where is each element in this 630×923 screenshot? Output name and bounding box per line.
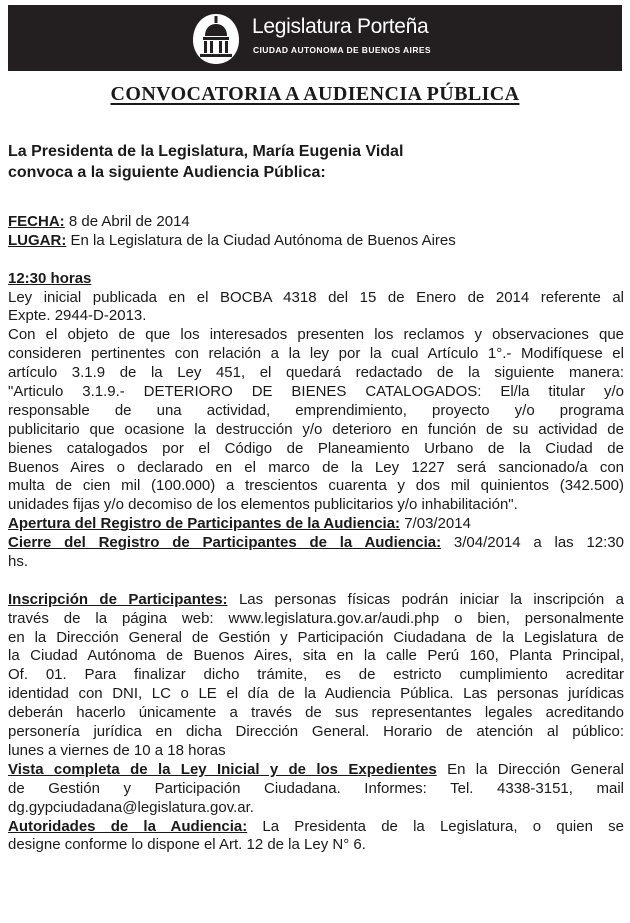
- ley-line: Ley inicial publicada en el BOCBA 4318 del 15 de Enero de 2014 referente al: [8, 288, 624, 306]
- fecha-value: 8 de Abril de 2014: [68, 213, 190, 230]
- autoridades-first: La Presidenta de la Legislatura, o quien se: [247, 817, 624, 835]
- inscripcion-first: Las personas físicas podrán iniciar la inscripción a: [227, 590, 624, 608]
- inscripcion-line: deberán hacerlo únicamente a través de sus representantes legales acreditando: [8, 704, 624, 722]
- cierre-row: [8, 534, 624, 553]
- hora-label: 12:30 horas: [8, 269, 92, 287]
- inscripcion-label: Inscripción de Participantes:: [8, 590, 228, 608]
- ley-line: responsable de una actividad, emprendimiento, proyecto y/o programa: [8, 401, 624, 419]
- ley-line: artículo 3.1.9 de la Ley 451, el quedará redactado de la siguiente manera:: [8, 364, 624, 382]
- fecha-label: FECHA:: [8, 213, 65, 230]
- vista-label: Vista completa de la Ley Inicial y de los Expedientes: [8, 760, 437, 778]
- brand-name: Legislatura Porteña: [252, 15, 429, 38]
- inscripcion-line: identidad con DNI, LC o LE el día de la Audiencia Pública. Las personas jurídicas: [8, 685, 624, 703]
- inscripcion-line: la Ciudad Autónoma de Buenos Aires, sita en la calle Perú 160, Planta Principal,: [8, 647, 624, 665]
- intro-line: convoca a la siguiente Audiencia Pública:: [8, 164, 326, 181]
- document-body: [8, 213, 624, 855]
- ley-line: multa de cien mil (100.000) a trescientos cuarenta y dos mil quinientos (342.500): [8, 477, 624, 495]
- ley-line: publicitario que ocasione la destrucción y/o deterioro en función de su actividad de: [8, 420, 624, 438]
- intro-paragraph: [8, 141, 403, 183]
- header-banner: [8, 5, 622, 71]
- ley-line: Buenos Aires o declarado en el marco de la Ley 1227 será sancionado/a con: [8, 458, 624, 476]
- ley-line: unidades fijas y/o decomiso de los elementos publicitarios y/o inhabilitación".: [8, 496, 518, 514]
- document-title: CONVOCATORIA A AUDIENCIA PÚBLICA: [110, 83, 520, 105]
- lugar-value: En la Legislatura de la Ciudad Autónoma de Buenos Aires: [70, 231, 456, 249]
- apertura-value: 7/03/2014: [400, 515, 471, 533]
- brand-subtitle: CIUDAD AUTONOMA DE BUENOS AIRES: [253, 45, 432, 55]
- cierre-cont: hs.: [8, 553, 29, 571]
- cierre-label: Cierre del Registro de Participantes de la Audiencia:: [8, 534, 442, 552]
- apertura-label: Apertura del Registro de Participantes de la Audiencia:: [8, 515, 401, 533]
- lugar-label: LUGAR:: [8, 231, 67, 249]
- vista-line: de Gestión y Participación Ciudadana. Informes: Tel. 4338-3151, mail: [8, 779, 624, 797]
- vista-line: dg.gypciudadana@legislatura.gov.ar.: [8, 798, 254, 816]
- apertura-row: [8, 515, 624, 534]
- inscripcion-row: [8, 591, 624, 610]
- vista-row: [8, 761, 624, 780]
- inscripcion-line: en la Dirección General de Gestión y Participación Ciudadana de la Legislatura de: [8, 628, 624, 646]
- inscripcion-line: personería jurídica en dicha Dirección General. Horario de atención al público:: [8, 723, 624, 741]
- fecha-row: [8, 213, 624, 232]
- cierre-value: 3/04/2014 a las 12:30: [441, 534, 624, 552]
- vista-first: En la Dirección General: [436, 760, 624, 778]
- ley-line: Expte. 2944-D-2013.: [8, 307, 147, 325]
- lugar-row: [8, 232, 624, 251]
- ley-line: consideren pertinentes con relación a la ley por la cual Artículo 1°.- Modifíquese el: [8, 345, 624, 363]
- autoridades-line: designe conforme lo dispone el Art. 12 de la Ley N° 6.: [8, 836, 366, 854]
- inscripcion-line: través de la página web: www.legislatura.gov.ar/audi.php o bien, personalmente: [8, 609, 624, 627]
- inscripcion-line: Of. 01. Para finalizar dicho trámite, es de estricto cumplimiento acreditar: [8, 666, 624, 684]
- inscripcion-line: lunes a viernes de 10 a 18 horas: [8, 741, 226, 759]
- hora-row: [8, 270, 624, 289]
- ley-line: bienes catalogados por el Código de Planeamiento Urbano de la Ciudad de: [8, 439, 624, 457]
- legislature-dome-icon: [191, 12, 241, 66]
- intro-line: La Presidenta de la Legislatura, María Eugenia Vidal: [8, 143, 404, 160]
- ley-line: "Articulo 3.1.9.- DETERIORO DE BIENES CATALOGADOS: El/la titular y/o: [8, 383, 624, 401]
- autoridades-row: [8, 818, 624, 837]
- ley-line: Con el objeto de que los interesados presenten los reclamos y observaciones que: [8, 326, 624, 344]
- autoridades-label: Autoridades de la Audiencia:: [8, 817, 248, 835]
